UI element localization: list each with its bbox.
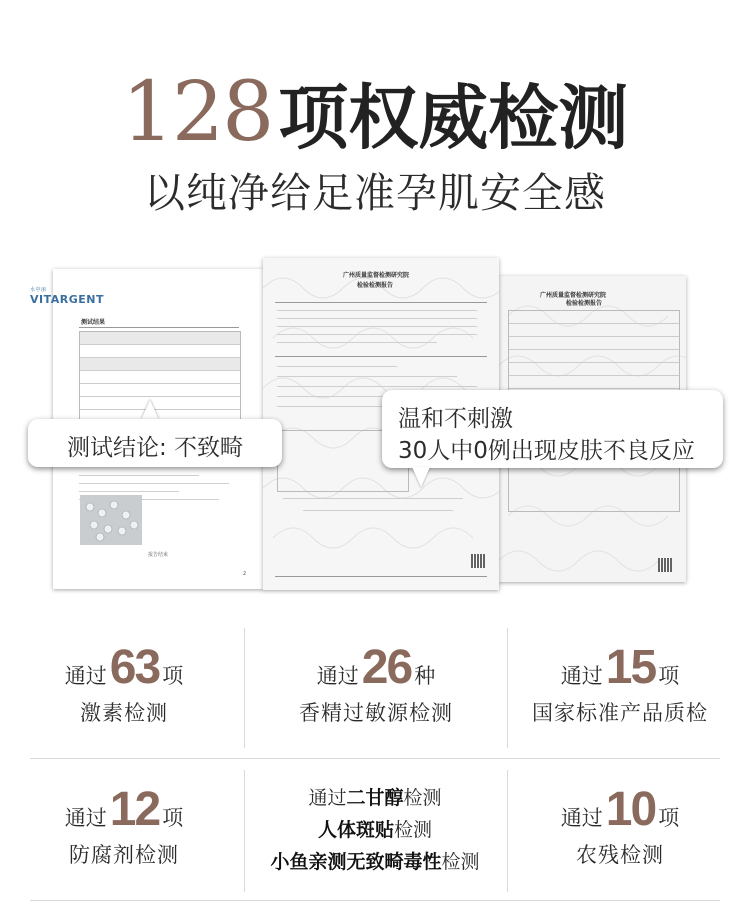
stat-hormone: 通过63 项 激素检测	[4, 640, 244, 727]
zebrafish-embryo-photo	[80, 495, 142, 545]
headline-number: 128	[121, 65, 273, 160]
conclusion-text: 测试结论: 不致畸	[66, 435, 244, 461]
subheadline: 以纯净给足准孕肌安全感	[144, 169, 606, 217]
grid-divider	[30, 758, 720, 759]
stat-number: 63	[109, 641, 160, 694]
headline-text: 项权威检测	[278, 77, 629, 159]
stat-description: 农残检测	[576, 843, 664, 867]
mildness-title: 温和不刺激	[398, 406, 513, 432]
headline	[0, 62, 750, 163]
doc1-footer: 报告结束	[148, 552, 169, 558]
doc2-title: 检验检测报告	[357, 282, 394, 289]
grid-divider	[30, 900, 720, 901]
vitargent-logo: 水中丽 VITARGENT	[30, 287, 104, 306]
bubble-right-pointer	[412, 467, 430, 487]
stat-fragrance-allergen: 通过26 种 香精过敏源检测	[256, 640, 496, 727]
bubble-left-pointer	[141, 400, 159, 420]
grid-divider	[244, 628, 245, 748]
mildness-detail: 30人中0例出现皮肤不良反应	[398, 438, 695, 464]
stat-description: 激素检测	[80, 701, 168, 725]
conclusion-bubble	[28, 419, 282, 467]
stat-national-standard: 通过15 项 国家标准产品质检	[500, 640, 740, 727]
stat-number: 12	[109, 783, 160, 836]
stat-other-tests: 通过二甘醇检测 人体斑贴检测 小鱼亲测无致畸毒性检测	[270, 787, 480, 873]
stat-number: 15	[605, 641, 656, 694]
stat-number: 26	[361, 641, 412, 694]
mildness-bubble	[382, 390, 723, 468]
doc2-org: 广州质量监督检测研究院	[343, 272, 410, 279]
grid-divider	[244, 770, 245, 892]
stat-description: 国家标准产品质检	[532, 701, 708, 725]
stat-description: 防腐剂检测	[69, 843, 179, 867]
stat-preservative: 通过12 项 防腐剂检测	[4, 782, 244, 869]
stat-pesticide: 通过10 项 农残检测	[500, 782, 740, 869]
stat-number: 10	[605, 783, 656, 836]
doc1-section-title: 测试结果	[81, 319, 106, 326]
doc3-title: 检验检测报告	[566, 300, 603, 307]
stat-description: 香精过敏源检测	[299, 701, 453, 725]
doc1-page-number: 2	[243, 571, 247, 577]
doc3-org: 广州质量监督检测研究院	[540, 292, 607, 299]
